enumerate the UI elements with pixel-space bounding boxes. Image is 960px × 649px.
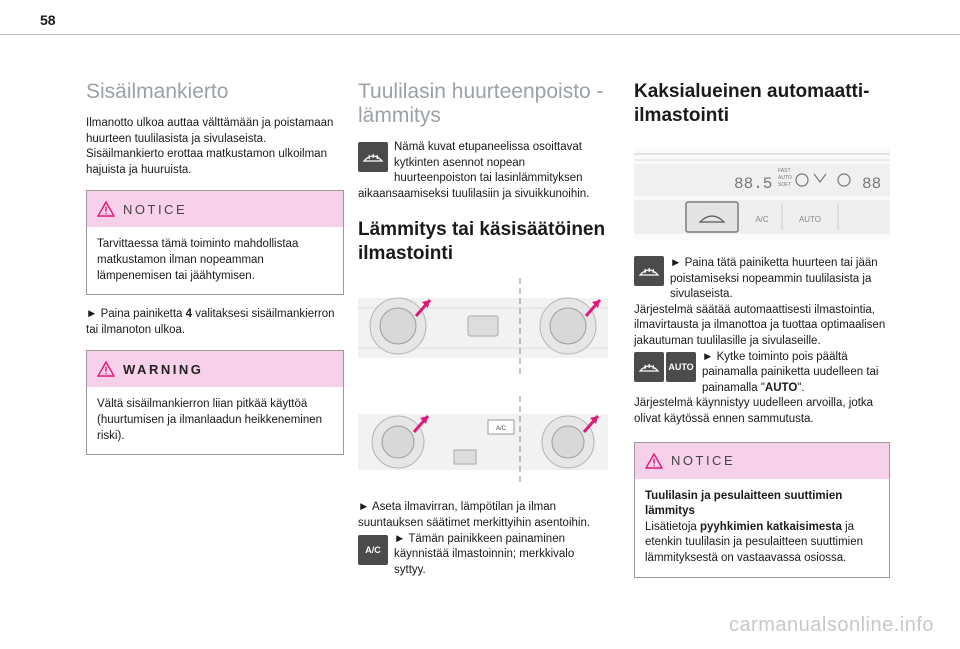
auto-text-2: Järjestelmä käynnistyy uudelleen arvoilla, jotka olivat käytössä ennen sammutusta. <box>634 397 874 425</box>
notice-title: NOTICE <box>123 201 188 217</box>
warning-triangle-icon <box>97 201 115 217</box>
notice-box-2 <box>634 442 890 578</box>
panel-auto-small-label: AUTO <box>778 175 792 181</box>
panel-fast-label: FAST <box>778 168 791 174</box>
panel-ac-button: A/C <box>755 215 769 224</box>
notice-link[interactable]: pyyhkimien katkaisimesta <box>699 520 842 533</box>
notice-title-2: NOTICE <box>671 453 736 469</box>
notice-box <box>86 190 344 295</box>
step-text-a: ► Paina painiketta <box>86 308 186 321</box>
heating-step-1: ► Aseta ilmavirran, lämpötilan ja ilman suuntauksen säätimet merkittyihin asentoihin. <box>358 501 591 529</box>
windscreen-defrost-icon-2 <box>634 352 664 382</box>
step-text-b: valitaksesi sisäilmankierron tai ilmanoton ulkoa. <box>86 308 335 336</box>
auto-climate-panel-illustration <box>634 148 890 240</box>
section-title-recirculation: Sisäilmankierto <box>86 80 229 103</box>
warning-header <box>87 351 343 387</box>
column-recirculation <box>86 80 344 455</box>
recirculation-intro-2: Sisäilmankierto erottaa matkustamon ulkoilman hajuista ja huuruista. <box>86 148 327 176</box>
notice-header <box>87 191 343 227</box>
warning-triangle-icon <box>645 453 663 469</box>
panel-ac-label: A/C <box>495 426 507 433</box>
section-subtitle-heating: Lämmitys tai käsisäätöinen ilmastointi <box>358 219 606 265</box>
watermark: carmanualsonline.info <box>728 614 934 636</box>
auto-step-1: ► Paina tätä painiketta huurteen tai jään poistamiseksi nopeammin tuulilasista ja sivulaseista. <box>670 257 878 301</box>
panel-soft-label: SOFT <box>778 182 792 188</box>
column-dual-zone <box>634 80 890 578</box>
ac-button-icon: A/C <box>358 535 388 565</box>
auto-button-icon: AUTO <box>666 352 696 382</box>
defrost-intro: Nämä kuvat etupaneelissa osoittavat kytkinten asennot nopean huurteenpoiston tai lasinlämmityksen aikaansaamiseksi tuulilasiin ja sivuikkunoihin. <box>358 141 590 200</box>
windscreen-defrost-icon <box>634 256 664 286</box>
heating-panel-illustration <box>358 278 608 378</box>
auto-text-1: Järjestelmä säätää automaattisesti ilmastointia, ilmavirtausta ja ilmanottoa ja tuottaa optimaalisen jakautuman tuulilasille ja sivulaseille. <box>634 303 886 347</box>
section-title-defrost: Tuulilasin huurteenpoisto - lämmitys <box>358 80 604 127</box>
section-title-dual-zone: Kaksialueinen automaatti-ilmastointi <box>634 81 870 126</box>
header-rule <box>0 34 960 35</box>
warning-title: WARNING <box>123 361 204 377</box>
warning-triangle-icon <box>97 361 115 377</box>
notice-header-2 <box>635 443 889 479</box>
column-defrost <box>358 80 608 578</box>
notice-heading: Tuulilasin ja pesulaitteen suuttimien lämmitys <box>645 489 843 518</box>
warning-box <box>86 350 344 455</box>
ac-panel-illustration <box>358 396 608 486</box>
heating-step-2: ► Tämän painikkeen painaminen käynnistää ilmastoinnin; merkkivalo syttyy. <box>394 532 575 576</box>
page-number: 58 <box>40 12 56 28</box>
windscreen-defrost-icon <box>358 142 388 172</box>
auto-step-2-c: ". <box>797 381 805 394</box>
notice-text-b: ja etenkin tuulilasin ja pesulaitteen suuttimien lämmityksestä on vastaavassa osiossa. <box>645 520 863 564</box>
warning-text: Vältä sisäilmankierron liian pitkää käyttöä (huurtumisen ja ilmanlaadun heikkeneminen riski). <box>97 398 323 442</box>
auto-step-2-bold: AUTO <box>764 381 798 394</box>
recirculation-step <box>86 307 344 338</box>
step-button-number: 4 <box>185 308 193 321</box>
notice-text: Tarvittaessa tämä toiminto mahdollistaa matkustamon ilman nopeamman lämpenemisen tai jäähtymisen. <box>97 238 299 282</box>
notice-text-a: Lisätietoja <box>645 520 700 533</box>
panel-auto-button: AUTO <box>798 215 822 224</box>
panel-temp-display: 88.5 <box>734 175 773 193</box>
notice-body-2 <box>635 479 889 577</box>
auto-step-2-a: ► Kytke toiminto pois päältä painamalla painiketta uudelleen tai painamalla " <box>702 350 879 394</box>
recirculation-intro: Ilmanotto ulkoa auttaa välttämään ja poistamaan huurteen tuulilasista ja sivulaseista. <box>86 117 334 145</box>
panel-temp-display-right: 88 <box>862 175 882 193</box>
